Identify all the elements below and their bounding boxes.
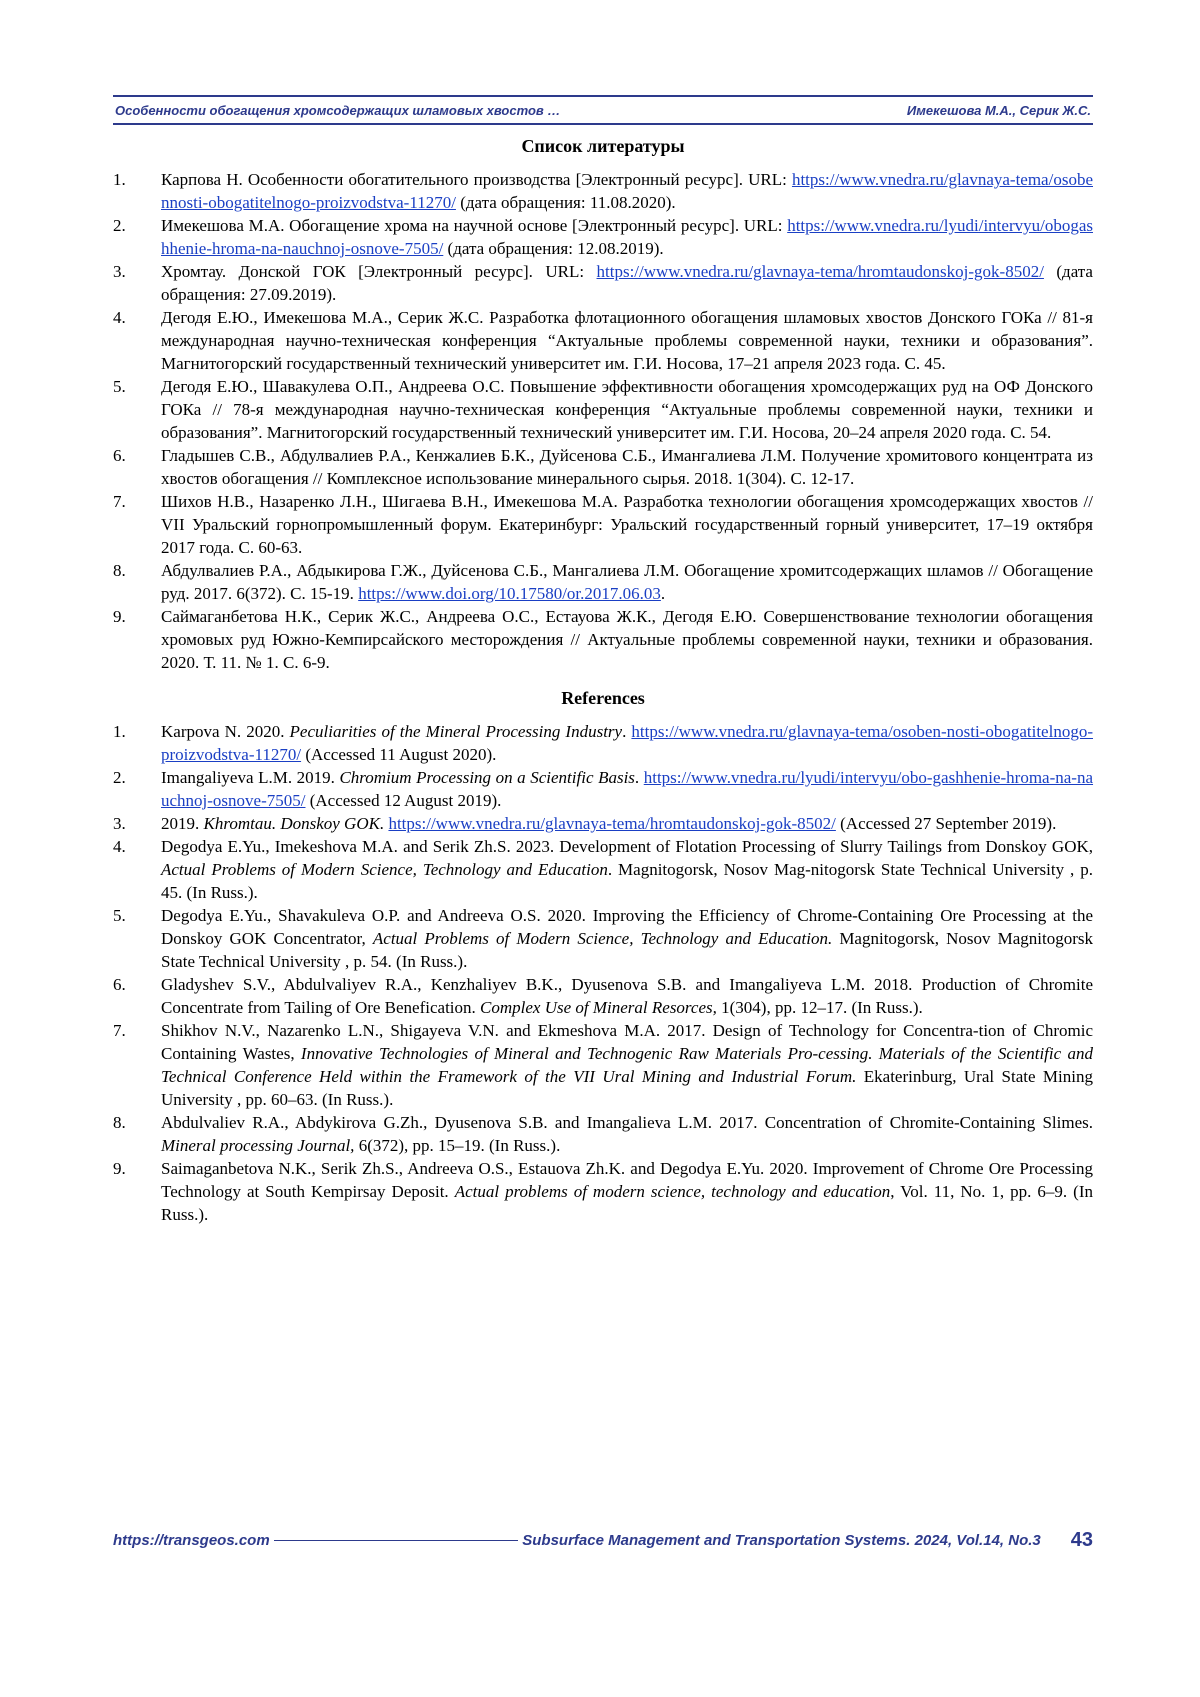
ru-reference-item <box>113 260 1093 306</box>
reference-tail: (дата обращения: 11.08.2020). <box>455 193 676 212</box>
reference-link[interactable]: https://www.vnedra.ru/lyudi/intervyu/obogashhenie-hroma-na-nauchnoj-osnove-7505/ <box>161 216 1093 258</box>
reference-details: Ekaterinburg, Ural State Mining University , pp. 60–63. (In Russ.). <box>161 1067 1093 1109</box>
reference-authors: 2019. <box>161 814 204 833</box>
reference-details: . <box>622 722 632 741</box>
reference-body: Хромтау. Донской ГОК [Электронный ресурс]. URL: <box>161 262 597 281</box>
reference-number: 2. <box>113 216 126 235</box>
reference-number: 2. <box>113 768 126 787</box>
reference-link[interactable]: https://www.vnedra.ru/lyudi/intervyu/obo-gashhenie-hroma-na-nauchnoj-osnove-7505/ <box>161 768 1094 810</box>
en-reference-item <box>113 1157 1093 1226</box>
reference-source-title: Mineral processing Journal, <box>161 1136 355 1155</box>
en-reference-item <box>113 904 1093 973</box>
ru-reference-item <box>113 605 1093 674</box>
reference-authors: Shikhov N.V., Nazarenko L.N., Shigayeva V.N. and Ekmeshova M.A. 2017. Design of Technology for Concentra-tion of Chromic Containing Wastes, <box>161 1021 1093 1063</box>
reference-authors: Gladyshev S.V., Abdulvaliyev R.A., Kenzhaliyev B.K., Dyusenova S.B. and Imangaliyeva L.M. 2018. Production of Chromite Concentrate from Tailing of Ore Benefication. <box>161 975 1093 1017</box>
reference-number: 7. <box>113 492 126 511</box>
reference-details: 6(372), pp. 15–19. (In Russ.). <box>354 1136 561 1155</box>
en-reference-item <box>113 766 1093 812</box>
reference-details: . Magnitogorsk, Nosov Mag-nitogorsk State Technical University , p. 45. (In Russ.). <box>161 860 1093 902</box>
reference-link[interactable]: https://www.vnedra.ru/glavnaya-tema/hromtaudonskoj-gok-8502/ <box>596 262 1044 281</box>
reference-number: 5. <box>113 906 126 925</box>
reference-text <box>161 835 1093 904</box>
header-title: Особенности обогащения хромсодержащих шламовых хвостов … <box>115 102 561 118</box>
reference-text <box>161 1111 1093 1157</box>
reference-link[interactable]: https://www.vnedra.ru/glavnaya-tema/osobennosti-obogatitelnogo-proizvodstva-11270/ <box>161 170 1093 212</box>
reference-text <box>161 1019 1093 1111</box>
header-authors: Имекешова М.А., Серик Ж.С. <box>906 102 1091 118</box>
reference-details: Magnitogorsk, Nosov Magnitogorsk State Technical University , p. 54. (In Russ.). <box>161 929 1093 971</box>
reference-text <box>161 1157 1093 1226</box>
reference-number: 4. <box>113 837 126 856</box>
reference-number: 7. <box>113 1021 126 1040</box>
reference-source-title: Innovative Technologies of Mineral and Technogenic Raw Materials Pro-cessing. Materials of the Scientific and Technical Conference Held within the Framework of the VII Ural Mining and Industrial Forum. <box>161 1044 1093 1086</box>
ru-reference-item <box>113 559 1093 605</box>
reference-number: 8. <box>113 561 126 580</box>
reference-details: 1(304), pp. 12–17. (In Russ.). <box>716 998 923 1017</box>
reference-accessed: (Accessed 12 August 2019). <box>305 791 502 810</box>
reference-authors: Degodya E.Yu., Imekeshova M.A. and Serik Zh.S. 2023. Development of Flotation Processing of Slurry Tailings from Donskoy GOK, <box>161 837 1093 856</box>
ru-references-title: Список литературы <box>521 136 685 156</box>
footer-site-link[interactable]: https://transgeos.com <box>113 1531 270 1549</box>
reference-source-title: Chromium Processing on a Scientific Basis <box>339 768 635 787</box>
reference-number: 8. <box>113 1113 126 1132</box>
reference-text <box>161 720 1093 766</box>
reference-number: 6. <box>113 975 126 994</box>
reference-source-title: Peculiarities of the Mineral Processing Industry <box>289 722 623 741</box>
reference-text <box>161 490 1093 559</box>
reference-body: Саймаганбетова Н.К., Серик Ж.С., Андреева О.С., Естауова Ж.К., Дегодя Е.Ю. Совершенствование технологии обогащения хромовых руд Южно-Кемпирсайского месторождения // Актуальные проблемы современной науки, техники и образования. 2020. Т. 11. № 1. С. 6-9. <box>161 607 1093 672</box>
reference-source-title: Actual Problems of Modern Science, Technology and Education <box>161 860 608 879</box>
reference-authors: Saimaganbetova N.K., Serik Zh.S., Andreeva O.S., Estauova Zh.K. and Degodya E.Yu. 2020. Improvement of Chrome Ore Processing Technology at South Kempirsay Deposit. <box>161 1159 1093 1201</box>
reference-tail: (дата обращения: 12.08.2019). <box>443 239 664 258</box>
reference-body: Дегодя Е.Ю., Шавакулева О.П., Андреева О.С. Повышение эффективности обогащения хромсодержащих руд на ОФ Донского ГОКа // 78-я международная научно-техническая конференция “Актуальные проблемы современной науки, техники и образования”. Магнитогорский государственный технический университет им. Г.И. Носова, 20–24 апреля 2020 года. С. 54. <box>161 377 1093 442</box>
reference-body: Карпова Н. Особенности обогатительного производства [Электронный ресурс]. URL: <box>161 170 792 189</box>
en-references-title: References <box>561 688 645 708</box>
ru-reference-item <box>113 168 1093 214</box>
reference-body: Абдулвалиев Р.А., Абдыкирова Г.Ж., Дуйсенова С.Б., Мангалиева Л.М. Обогащение хромитсодержащих шламов // Обогащение руд. 2017. 6(372). С. 15-19. <box>161 561 1093 603</box>
reference-number: 3. <box>113 814 126 833</box>
reference-text <box>161 306 1093 375</box>
reference-text <box>161 168 1093 214</box>
ru-reference-item <box>113 375 1093 444</box>
reference-tail: (дата обращения: 27.09.2019). <box>161 262 1093 304</box>
reference-number: 1. <box>113 170 126 189</box>
reference-authors: Karpova N. 2020. <box>161 722 290 741</box>
ru-reference-item <box>113 214 1093 260</box>
en-references-list <box>113 720 1093 1226</box>
reference-body: Гладышев С.В., Абдулвалиев Р.А., Кенжалиев Б.К., Дуйсенова С.Б., Имангалиева Л.М. Получение хромитового концентрата из хвостов обогащения // Комплексное использование минерального сырья. 2018. 1(304). С. 12-17. <box>161 446 1093 488</box>
reference-number: 5. <box>113 377 126 396</box>
reference-number: 9. <box>113 1159 126 1178</box>
reference-text <box>161 812 1093 835</box>
reference-body: Имекешова М.А. Обогащение хрома на научной основе [Электронный ресурс]. URL: <box>161 216 788 235</box>
reference-number: 4. <box>113 308 126 327</box>
ru-reference-item <box>113 306 1093 375</box>
ru-references-list <box>113 168 1093 674</box>
en-reference-item <box>113 1111 1093 1157</box>
reference-accessed: (Accessed 27 September 2019). <box>835 814 1057 833</box>
footer-divider <box>274 1540 519 1541</box>
reference-link[interactable]: https://www.vnedra.ru/glavnaya-tema/hromtaudonskoj-gok-8502/ <box>388 814 836 833</box>
reference-number: 3. <box>113 262 126 281</box>
reference-text <box>161 605 1093 674</box>
reference-authors: Imangaliyeva L.M. 2019. <box>161 768 340 787</box>
en-reference-item <box>113 973 1093 1019</box>
reference-source-title: Khromtau. Donskoy GOK. <box>203 814 385 833</box>
reference-text <box>161 214 1093 260</box>
reference-text <box>161 766 1093 812</box>
reference-text <box>161 904 1093 973</box>
reference-tail: . <box>660 584 666 603</box>
reference-source-title: Complex Use of Mineral Resorces, <box>480 998 717 1017</box>
reference-number: 1. <box>113 722 126 741</box>
reference-text <box>161 375 1093 444</box>
ru-reference-item <box>113 490 1093 559</box>
reference-text <box>161 973 1093 1019</box>
reference-source-title: Actual Problems of Modern Science, Technology and Education. <box>372 929 833 948</box>
en-reference-item <box>113 812 1093 835</box>
running-footer <box>113 1527 1093 1553</box>
reference-text <box>161 260 1093 306</box>
reference-accessed: (Accessed 11 August 2020). <box>301 745 497 764</box>
en-reference-item <box>113 1019 1093 1111</box>
reference-source-title: Actual problems of modern science, technology and education <box>454 1182 891 1201</box>
reference-body: Шихов Н.В., Назаренко Л.Н., Шигаева В.Н., Имекешова М.А. Разработка технологии обогащения хромсодержащих хвостов // VII Уральский горнопромышленный форум. Екатеринбург: Уральский государственный горный университет, 17–19 октября 2017 года. С. 60-63. <box>161 492 1093 557</box>
footer-journal: Subsurface Management and Transportation Systems. 2024, Vol.14, No.3 <box>522 1531 1041 1549</box>
reference-text <box>161 444 1093 490</box>
reference-authors: Abdulvaliev R.A., Abdykirova G.Zh., Dyusenova S.B. and Imangalieva L.M. 2017. Concentration of Chromite-Containing Slimes. <box>161 1113 1093 1132</box>
page-number: 43 <box>1070 1528 1093 1551</box>
reference-link[interactable]: https://www.vnedra.ru/glavnaya-tema/osoben-nosti-obogatitelnogo-proizvodstva-11270/ <box>161 722 1093 764</box>
reference-authors: Degodya E.Yu., Shavakuleva O.P. and Andreeva O.S. 2020. Improving the Efficiency of Chrome-Containing Ore Processing at the Donskoy GOK Concentrator, <box>161 906 1093 948</box>
reference-link[interactable]: https://www.doi.org/10.17580/or.2017.06.03 <box>358 584 661 603</box>
reference-number: 6. <box>113 446 126 465</box>
en-reference-item <box>113 835 1093 904</box>
reference-number: 9. <box>113 607 126 626</box>
ru-reference-item <box>113 444 1093 490</box>
reference-text <box>161 559 1093 605</box>
reference-details: , Vol. 11, No. 1, pp. 6–9. (In Russ.). <box>161 1182 1093 1224</box>
en-reference-item <box>113 720 1093 766</box>
reference-body: Дегодя Е.Ю., Имекешова М.А., Серик Ж.С. Разработка флотационного обогащения шламовых хвостов Донского ГОКа // 81-я международная научно-техническая конференция “Актуальные проблемы современной науки, техники и образования”. Магнитогорский государственный технический университет им. Г.И. Носова, 17–21 апреля 2023 года. С. 45. <box>161 308 1093 373</box>
running-header <box>113 95 1093 125</box>
reference-details: . <box>634 768 644 787</box>
